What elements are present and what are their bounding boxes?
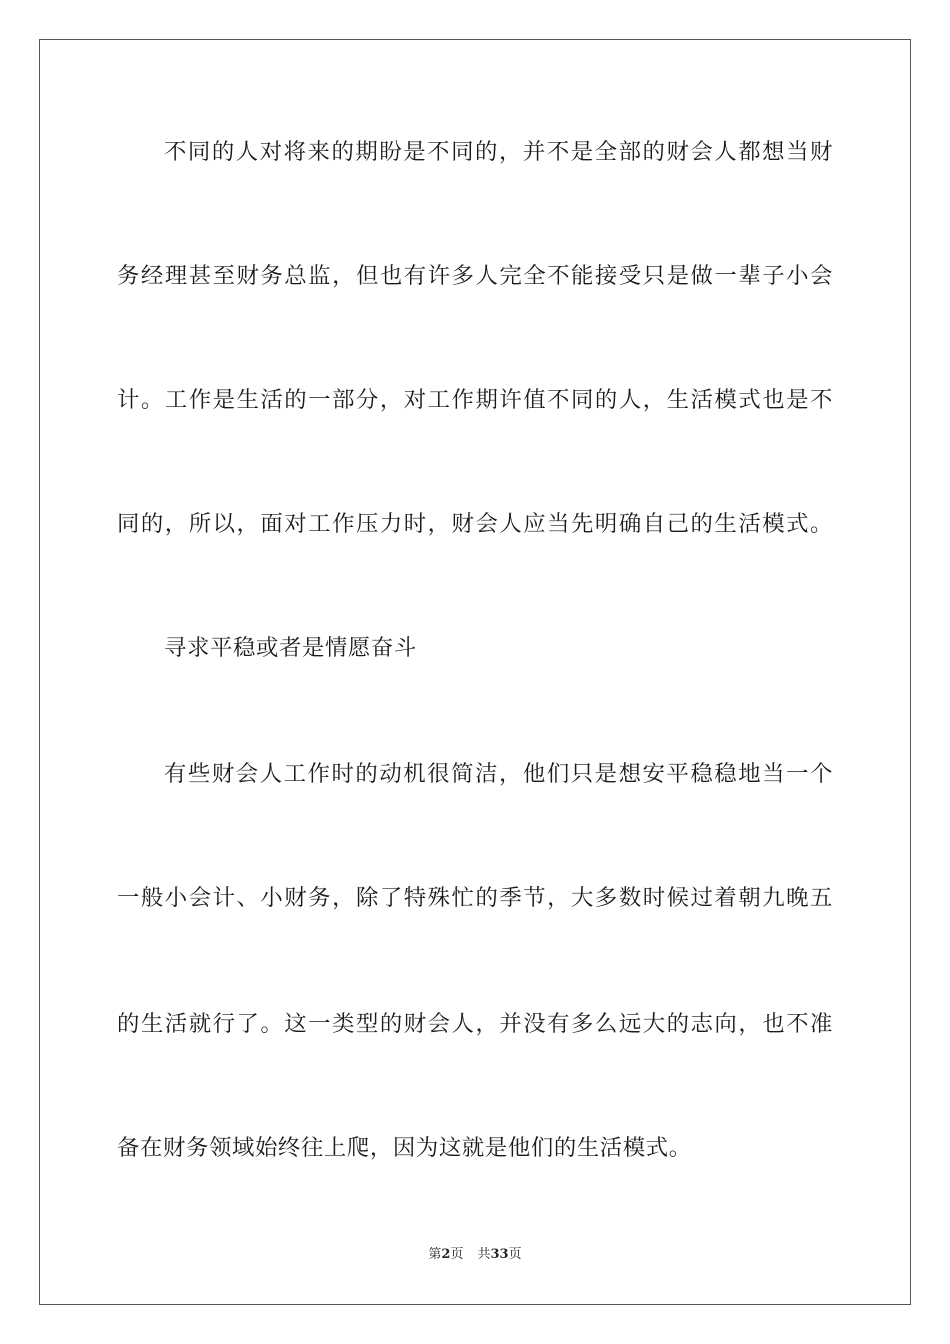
page-border	[39, 39, 911, 1305]
page-suffix: 页	[450, 1247, 464, 1262]
paragraph-2-line-2: 一般小会计、小财务，除了特殊忙的季节，大多数时候过着朝九晚五	[117, 885, 833, 911]
total-prefix: 共	[477, 1247, 491, 1262]
total-suffix: 页	[508, 1247, 522, 1262]
section-heading: 寻求平稳或者是情愿奋斗	[164, 635, 417, 661]
paragraph-1-line-3: 计。工作是生活的一部分，对工作期许值不同的人，生活模式也是不	[117, 387, 833, 413]
total-pages: 33	[490, 1247, 509, 1262]
paragraph-1-line-1: 不同的人对将来的期盼是不同的，并不是全部的财会人都想当财	[164, 139, 833, 165]
paragraph-2-line-1: 有些财会人工作时的动机很简洁，他们只是想安平稳稳地当一个	[164, 761, 833, 787]
paragraph-2-line-3: 的生活就行了。这一类型的财会人，并没有多么远大的志向，也不准	[117, 1011, 833, 1037]
page-footer	[0, 1246, 950, 1264]
page-number: 2	[441, 1247, 451, 1262]
page-prefix: 第	[428, 1247, 442, 1262]
paragraph-1-line-2: 务经理甚至财务总监，但也有许多人完全不能接受只是做一辈子小会	[117, 263, 833, 289]
paragraph-2-line-4: 备在财务领域始终往上爬，因为这就是他们的生活模式。	[117, 1135, 692, 1161]
paragraph-1-line-4: 同的，所以，面对工作压力时，财会人应当先明确自己的生活模式。	[117, 511, 833, 537]
